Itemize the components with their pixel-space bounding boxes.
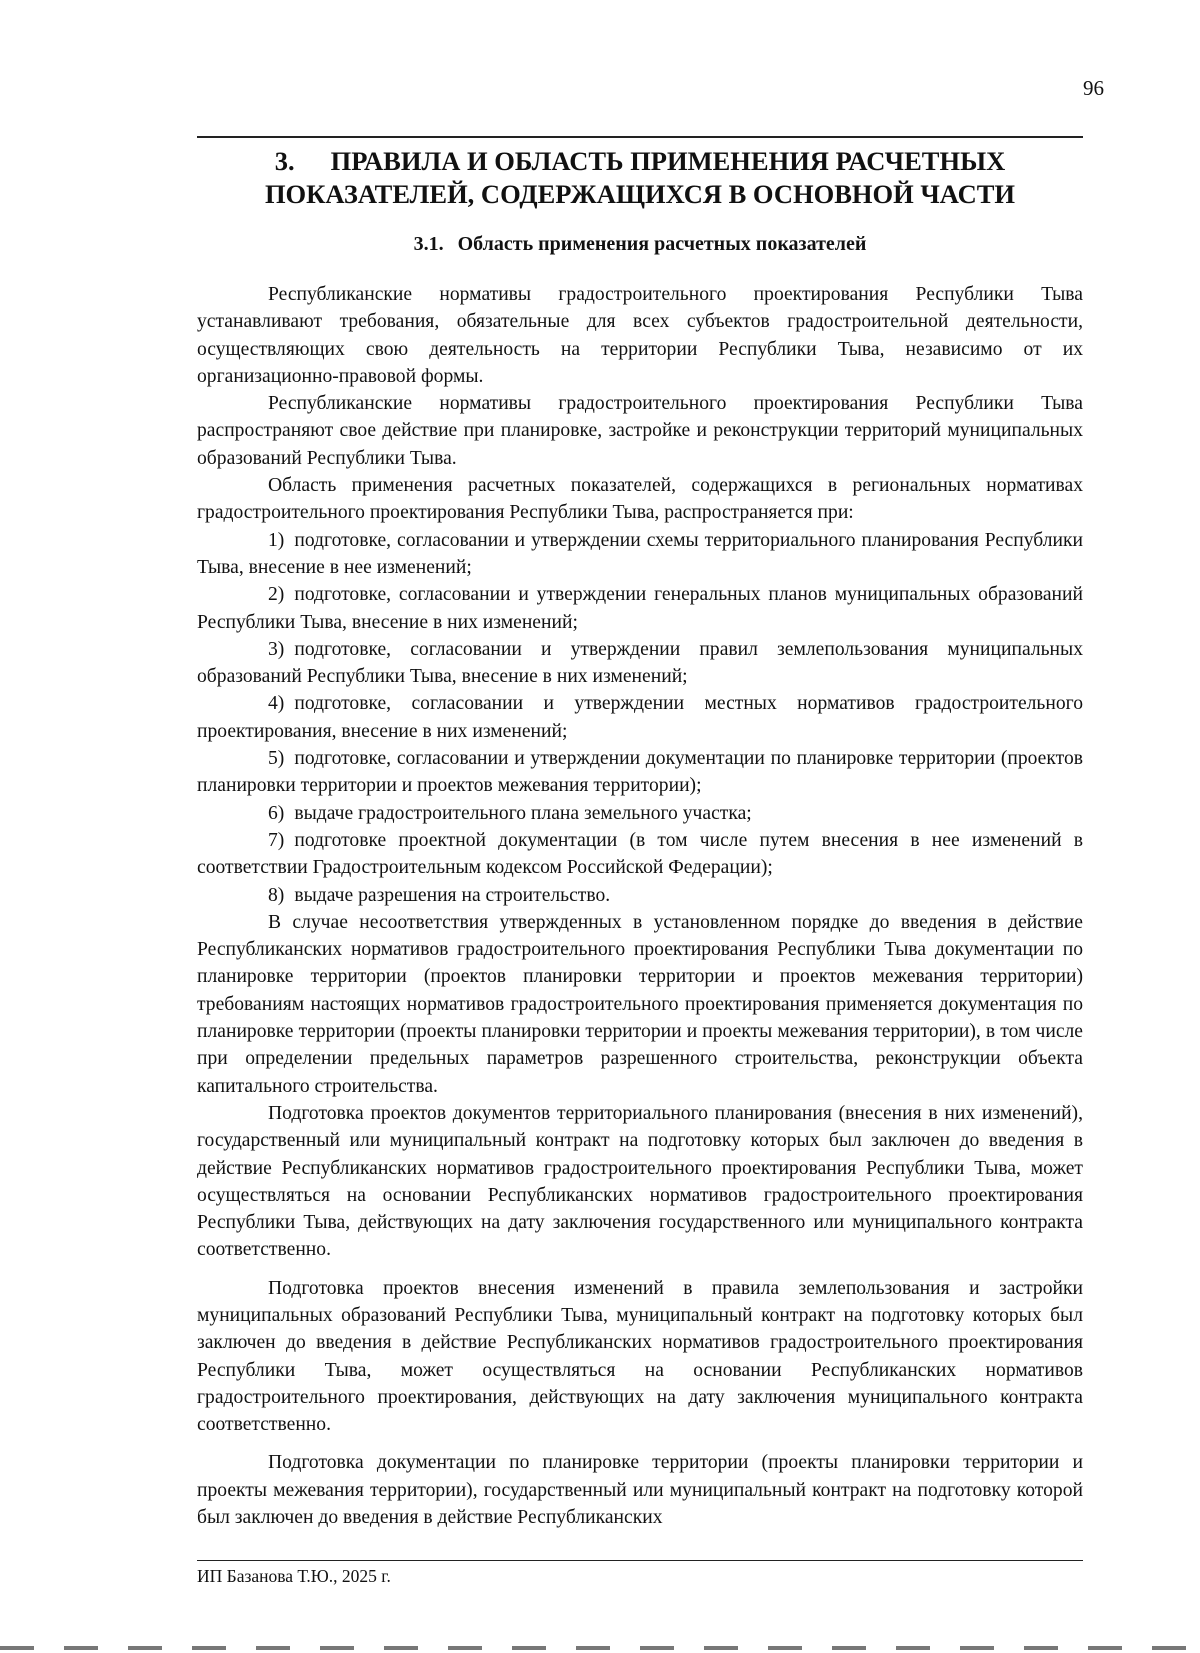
list-item xyxy=(197,827,1083,882)
list-item xyxy=(197,690,1083,745)
list-item xyxy=(197,636,1083,691)
paragraph: Область применения расчетных показателей, содержащихся в региональных нормативах градостроительного проектирования Республики Тыва, распространяется при: xyxy=(197,475,1083,524)
list-item xyxy=(197,527,1083,582)
list-item xyxy=(197,581,1083,636)
list-item-text: подготовке, согласовании и утверждении правил землепользования муниципальных образований Республики Тыва, внесение в них изменений; xyxy=(197,638,1083,688)
paragraph: Республиканские нормативы градостроительного проектирования Республики Тыва устанавливают требования, обязательные для всех субъектов градостроительной деятельности, осуществляющих свою деятельность на территории Республики Тыва, независимо от их организационно-правовой формы. xyxy=(197,284,1083,387)
list-item-text: подготовке проектной документации (в том числе путем внесения в нее изменений в соответствии Градостроительным кодексом Российской Федерации); xyxy=(197,829,1083,879)
list-item xyxy=(197,882,1083,909)
paragraph: Подготовка проектов документов территориального планирования (внесения в них изменений), государственный или муниципальный контракт на подготовку которых был заключен до введения в действие Республиканских нормативов градостроительного проектирования Республики Тыва, может осуществляться на основании Республиканских нормативов градостроительного проектирования Республики Тыва, действующих на дату заключения государственного или муниципального контракта соответственно. xyxy=(197,1102,1083,1261)
subsection-title: Область применения расчетных показателей xyxy=(457,233,867,255)
header-rule xyxy=(197,136,1083,138)
paragraph: В случае несоответствия утвержденных в установленном порядке до введения в действие Республиканских нормативов градостроительного проектирования Республики Тыва документации по планировке территории (проектов планировки территории и проектов межевания территории) требованиям настоящих нормативов градостроительного проектирования применяется документация по планировке территории (проекты планировки территории и проекты межевания территории), в том числе при определении предельных параметров разрешенного строительства, реконструкции объекта капитального строительства. xyxy=(197,911,1083,1097)
paragraph: Подготовка документации по планировке территории (проекты планировки территории и проекты межевания территории), государственный или муниципальный контракт на подготовку которой был заключен до введения в действие Республиканских xyxy=(197,1452,1083,1529)
section-heading xyxy=(197,145,1083,211)
section-title: ПРАВИЛА И ОБЛАСТЬ ПРИМЕНЕНИЯ РАСЧЕТНЫХ ПОКАЗАТЕЛЕЙ, СОДЕРЖАЩИХСЯ В ОСНОВНОЙ ЧАСТИ xyxy=(264,146,1016,209)
list-item-text: подготовке, согласовании и утверждении документации по планировке территории (проектов планировки территории и проектов межевания территории); xyxy=(197,748,1083,797)
list-item-text: подготовке, согласовании и утверждении схемы территориального планирования Республики Тыва, внесение в нее изменений; xyxy=(197,529,1083,578)
list-item-number: 5) xyxy=(268,748,285,770)
list-item-number: 6) xyxy=(268,802,285,824)
footer-text: ИП Базанова Т.Ю., 2025 г. xyxy=(197,1566,391,1586)
page-number: 96 xyxy=(1083,76,1104,100)
list-item-text: подготовке, согласовании и утверждении местных нормативов градостроительного проектирования, внесение в них изменений; xyxy=(197,693,1083,742)
subsection-heading xyxy=(197,232,1083,256)
list-item xyxy=(197,745,1083,800)
body-text xyxy=(197,281,1083,1531)
list-item-text: выдаче разрешения на строительство. xyxy=(294,884,611,906)
footer-rule xyxy=(197,1560,1083,1561)
subsection-number: 3.1. xyxy=(413,233,444,255)
list-item-number: 8) xyxy=(268,884,285,906)
scan-edge-marks xyxy=(0,1646,1200,1650)
list-item-text: подготовке, согласовании и утверждении генеральных планов муниципальных образований Республики Тыва, внесение в них изменений; xyxy=(197,584,1083,633)
paragraph: Подготовка проектов внесения изменений в правила землепользования и застройки муниципальных образований Республики Тыва, муниципальный контракт на подготовку которых был заключен до введения в действие Республиканских нормативов градостроительного проектирования Республики Тыва, может осуществляться на основании Республиканских нормативов градостроительного проектирования, действующих на дату заключения муниципального контракта соответственно. xyxy=(197,1277,1083,1436)
list-item-number: 1) xyxy=(268,529,285,551)
list-item-number: 2) xyxy=(268,584,285,606)
list-item xyxy=(197,800,1083,827)
list-item-number: 7) xyxy=(268,829,285,851)
list-item-text: выдаче градостроительного плана земельного участка; xyxy=(294,802,752,824)
section-number: 3. xyxy=(274,146,295,176)
list-item-number: 4) xyxy=(268,693,285,715)
paragraph: Республиканские нормативы градостроительного проектирования Республики Тыва распространяют свое действие при планировке, застройке и реконструкции территорий муниципальных образований Республики Тыва. xyxy=(197,393,1083,469)
list-item-number: 3) xyxy=(268,638,285,660)
